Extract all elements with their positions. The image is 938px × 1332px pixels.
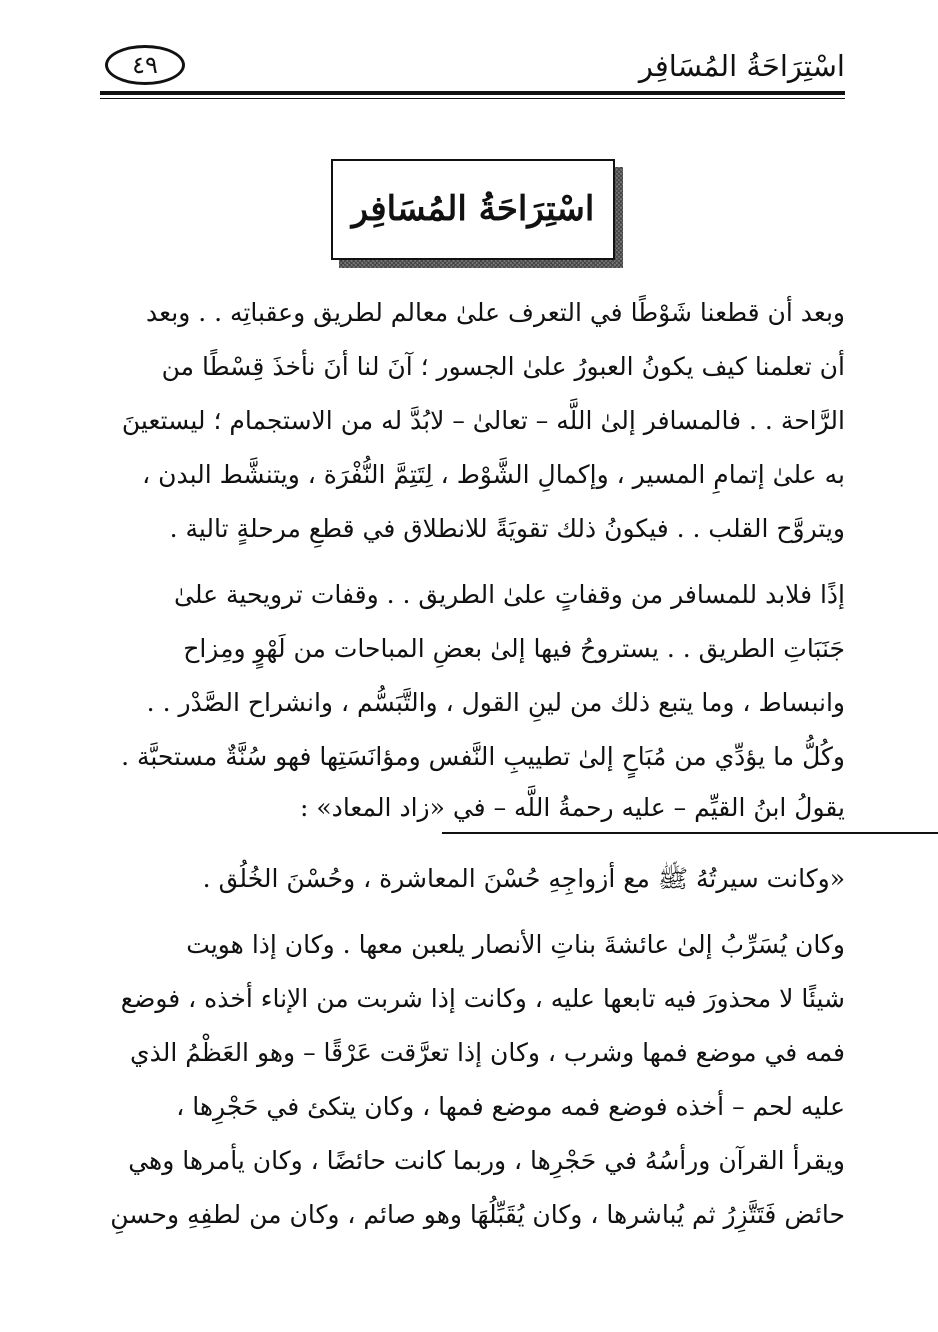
running-header [100,36,845,98]
quote-line: حائض فَتَتَّزِرُ ثم يُباشرها ، وكان يُقَبِّلُهَا وهو صائم ، وكان من لطفِهِ وحسنِ [110,1200,845,1229]
text-line: ويتروَّح القلب . . فيكونُ ذلك تقويَةً للانطلاق في قطعِ مرحلةٍ تالية . [169,514,845,543]
quote-line: وكان يُسَرِّبُ إلىٰ عائشةَ بناتِ الأنصار يلعبن معها . وكان إذا هويت [186,930,845,959]
body-text [108,286,845,1242]
running-title: اسْتِرَاحَةُ المُسَافِر [638,49,845,83]
quote-line: شيئًا لا محذورَ فيه تابعها عليه ، وكانت إذا شربت من الإناء أخذه ، فوضع [120,984,845,1013]
quote-line: فمه في موضع فمها وشرب ، وكان إذا تعرَّقت عَرْقًا – وهو العَظْمُ الذي [130,1038,845,1067]
paragraph-gap [108,556,845,568]
paragraph-1 [108,286,845,556]
quote-line: عليه لحم – أخذه فوضع فمه موضع فمها ، وكان يتكئ في حَجْرِها ، [176,1092,845,1121]
header-rule-thin [100,98,845,99]
text-line: الرَّاحة . . فالمسافر إلىٰ اللَّه – تعالىٰ – لابُدَّ له من الاستجمام ؛ ليستعينَ [121,406,845,435]
quote-intro: يقولُ ابنُ القيِّم – عليه رحمةُ اللَّه – في «زاد المعاد» : [300,793,845,822]
chapter-title: اسْتِرَاحَةُ المُسَافِر [351,189,595,229]
text-line: وبعد أن قطعنا شَوْطًا في التعرف علىٰ معالم لطريق وعقباتِه . . وبعد [146,298,845,327]
chapter-title-box [331,159,615,260]
text-line: به علىٰ إتمامِ المسير ، وإكمالِ الشَّوْط ، لِتَتِمَّ النُّفْرَة ، ويتنشَّط البدن ، [142,460,845,489]
text-line: وانبساط ، وما يتبع ذلك من لينِ القول ، والتَّبَسُّم ، وانشراح الصَّدْر . . [146,688,845,717]
quote-line: ويقرأ القرآن ورأسُهُ في حَجْرِها ، وربما كانت حائضًا ، وكان يأمرها وهي [128,1146,845,1175]
text-line: جَنَبَاتِ الطريق . . يستروحُ فيها إلىٰ بعضِ المباحات من لَهْوٍ ومِزاح [183,634,845,663]
quotation [108,852,845,1242]
text-line: أن تعلمنا كيف يكونُ العبورُ علىٰ الجسور ؛ آنَ لنا أنَ نأخذَ قِسْطًا من [161,352,845,381]
page-number: ٤٩ [105,45,185,85]
header-rule-thick [100,91,845,95]
quote-gap [108,838,845,852]
paragraph-2 [108,568,845,784]
text-line: وكُلُّ ما يؤدِّي من مُبَاحٍ إلىٰ تطييبِ النَّفس ومؤانَسَتِها فهو سُنَّةٌ مستحبَّة . [121,742,845,771]
quote-intro-underline [442,832,938,834]
quote-intro-block [108,784,845,834]
quote-line: «وكانت سيرتُهُ ﷺ مع أزواجِهِ حُسْنَ المعاشرة ، وحُسْنَ الخُلُق . [202,864,845,893]
quote-gap [108,906,845,918]
text-line: إذًا فلابد للمسافر من وقفاتٍ علىٰ الطريق . . وقفات ترويحية علىٰ [174,580,845,609]
